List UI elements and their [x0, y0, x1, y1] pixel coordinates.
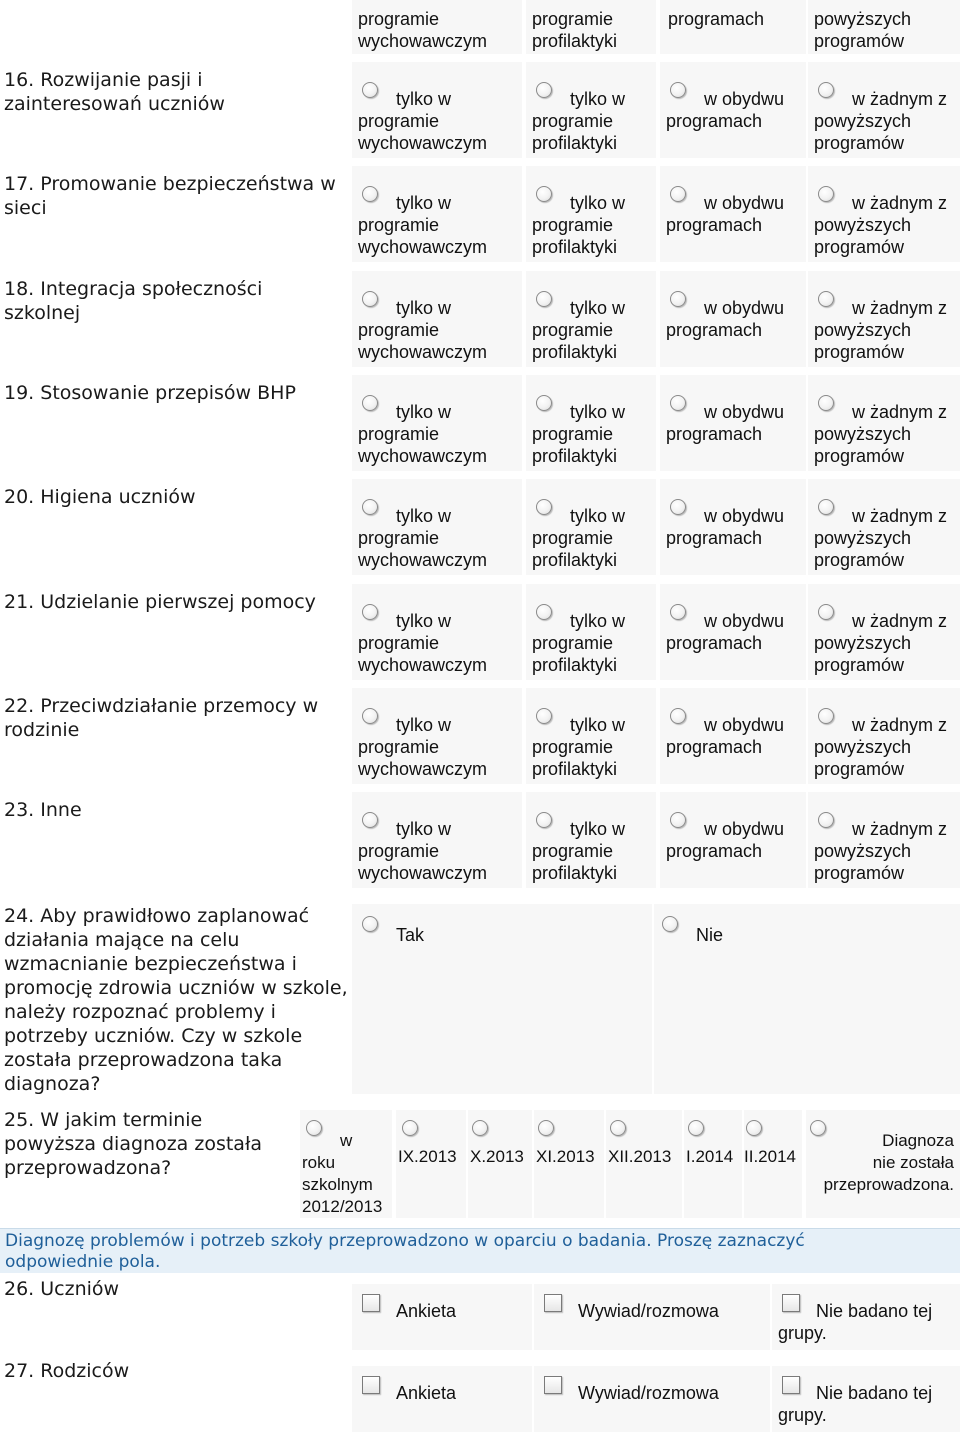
option-label: tylko w programie wychowawczym	[358, 715, 488, 779]
q25-option[interactable]	[606, 1110, 682, 1218]
option-label: Wywiad/rozmowa	[578, 1301, 719, 1321]
option-both[interactable]	[660, 271, 806, 367]
question-label: 18. Integracja społeczności szkolnej	[4, 278, 263, 324]
option-none[interactable]	[808, 792, 960, 888]
option-label: Tak	[396, 925, 425, 945]
question-label: 23. Inne	[4, 799, 82, 821]
option-profilaktyki[interactable]	[526, 375, 656, 471]
option-none[interactable]	[808, 375, 960, 471]
radio-button[interactable]	[610, 1120, 626, 1136]
option-label: tylko w programie profilaktyki	[532, 819, 626, 883]
option-wychowawczy[interactable]	[352, 62, 522, 158]
option-label: XI.2013	[536, 1147, 595, 1166]
option-label: Nie	[696, 925, 724, 945]
option-label: Ankieta	[396, 1301, 457, 1321]
option-label: powyższych programów	[814, 9, 912, 51]
q25-option[interactable]	[534, 1110, 604, 1218]
q25-option[interactable]	[396, 1110, 466, 1218]
radio-button[interactable]	[362, 916, 378, 932]
question-label: 20. Higiena uczniów	[4, 486, 196, 508]
option-label: tylko w programie profilaktyki	[532, 506, 626, 570]
option-both[interactable]	[660, 375, 806, 471]
option-profilaktyki[interactable]	[526, 584, 656, 680]
question-25-label: 25. W jakim terminie powyższa diagnoza została przeprowadzona?	[4, 1109, 262, 1179]
option-label: II.2014	[744, 1147, 796, 1166]
option-none[interactable]	[808, 479, 960, 575]
option-profilaktyki[interactable]	[526, 166, 656, 262]
radio-button[interactable]	[688, 1120, 704, 1136]
option-wychowawczy[interactable]	[352, 792, 522, 888]
option-none[interactable]	[808, 584, 960, 680]
option-wychowawczy[interactable]	[352, 688, 522, 784]
q25-option[interactable]	[744, 1110, 802, 1218]
q26-option[interactable]	[772, 1284, 960, 1350]
option-label: tylko w programie profilaktyki	[532, 193, 626, 257]
option-label: IX.2013	[398, 1147, 457, 1166]
option-none[interactable]	[808, 271, 960, 367]
option-label: Nie badano tej grupy.	[778, 1301, 933, 1343]
option-label: programach	[668, 9, 765, 29]
option-label: w obydwu programach	[666, 506, 785, 548]
question-label: 19. Stosowanie przepisów BHP	[4, 382, 296, 404]
option-label: w obydwu programach	[666, 402, 785, 444]
option-label: Nie badano tej grupy.	[778, 1383, 933, 1425]
question-label: 22. Przeciwdziałanie przemocy w rodzinie	[4, 695, 319, 741]
option-cell-none	[808, 0, 960, 54]
radio-button[interactable]	[662, 916, 678, 932]
option-label: w obydwu programach	[666, 89, 785, 131]
option-label: tylko w programie profilaktyki	[532, 298, 626, 362]
option-label: tylko w programie wychowawczym	[358, 506, 488, 570]
question-label: 17. Promowanie bezpieczeństwa w sieci	[4, 173, 336, 219]
option-label: I.2014	[686, 1147, 734, 1166]
option-label: Diagnoza nie została przeprowadzona.	[823, 1131, 954, 1194]
option-wychowawczy[interactable]	[352, 166, 522, 262]
question-24-label: 24. Aby prawidłowo zaplanować działania mające na celu wzmacnianie bezpieczeństwa i promocję zdrowia uczniów w szkole, należy rozpoznać problemy i potrzeby uczniów. Czy w szkole została przeprowadzona taka diagnoza?	[4, 905, 348, 1095]
option-label: w obydwu programach	[666, 298, 785, 340]
question-label: 21. Udzielanie pierwszej pomocy	[4, 591, 316, 613]
option-label: w żadnym z powyższych programów	[814, 506, 948, 570]
question-26-label: 26. Uczniów	[4, 1278, 120, 1300]
option-label: w obydwu programach	[666, 193, 785, 235]
q25-option[interactable]	[806, 1110, 960, 1218]
option-label: w obydwu programach	[666, 819, 785, 861]
option-label: w żadnym z powyższych programów	[814, 193, 948, 257]
option-label: tylko w programie profilaktyki	[532, 402, 626, 466]
option-both[interactable]	[660, 792, 806, 888]
option-profilaktyki[interactable]	[526, 479, 656, 575]
option-both[interactable]	[660, 479, 806, 575]
option-label: Wywiad/rozmowa	[578, 1383, 719, 1403]
q25-option[interactable]	[300, 1110, 392, 1218]
section-banner-text: Diagnozę problemów i potrzeb szkoły przeprowadzono w oparciu o badania. Proszę zaznaczyć odpowiednie pola.	[5, 1231, 805, 1272]
q25-option[interactable]	[684, 1110, 742, 1218]
option-label: w żadnym z powyższych programów	[814, 611, 948, 675]
option-label: tylko w programie wychowawczym	[358, 89, 488, 153]
radio-button[interactable]	[472, 1120, 488, 1136]
option-label: tylko w programie wychowawczym	[358, 402, 488, 466]
option-label: tylko w programie profilaktyki	[532, 611, 626, 675]
option-wychowawczy[interactable]	[352, 584, 522, 680]
option-label: w żadnym z powyższych programów	[814, 89, 948, 153]
q25-option[interactable]	[468, 1110, 532, 1218]
option-both[interactable]	[660, 584, 806, 680]
q26-option[interactable]	[534, 1284, 770, 1350]
option-label: tylko w programie wychowawczym	[358, 193, 488, 257]
option-label: X.2013	[470, 1147, 524, 1166]
q27-option[interactable]	[534, 1366, 770, 1432]
option-label: tylko w programie profilaktyki	[532, 89, 626, 153]
option-profilaktyki[interactable]	[526, 792, 656, 888]
option-label: w żadnym z powyższych programów	[814, 298, 948, 362]
section-banner	[0, 1228, 960, 1273]
option-none[interactable]	[808, 688, 960, 784]
option-none[interactable]	[808, 62, 960, 158]
option-label: tylko w programie wychowawczym	[358, 298, 488, 362]
option-label: tylko w programie wychowawczym	[358, 611, 488, 675]
question-27-label: 27. Rodziców	[4, 1360, 130, 1382]
option-profilaktyki[interactable]	[526, 688, 656, 784]
option-label: w żadnym z powyższych programów	[814, 715, 948, 779]
option-none[interactable]	[808, 166, 960, 262]
option-label: w roku szkolnym 2012/2013	[302, 1131, 383, 1216]
option-label: XII.2013	[608, 1147, 672, 1166]
q24-option-no[interactable]	[654, 904, 960, 1094]
radio-button[interactable]	[538, 1120, 554, 1136]
q27-option[interactable]	[352, 1366, 532, 1432]
option-label: w obydwu programach	[666, 611, 785, 653]
option-both[interactable]	[660, 62, 806, 158]
option-cell-both	[660, 0, 806, 54]
q26-option[interactable]	[352, 1284, 532, 1350]
option-cell-profilaktyki	[526, 0, 656, 54]
option-label: tylko w programie profilaktyki	[532, 715, 626, 779]
option-wychowawczy[interactable]	[352, 375, 522, 471]
question-label: 16. Rozwijanie pasji i zainteresowań uczniów	[4, 69, 225, 115]
option-profilaktyki[interactable]	[526, 271, 656, 367]
q27-option[interactable]	[772, 1366, 960, 1432]
option-both[interactable]	[660, 688, 806, 784]
q24-option-yes[interactable]	[352, 904, 652, 1094]
option-label: tylko w programie wychowawczym	[358, 819, 488, 883]
option-wychowawczy[interactable]	[352, 479, 522, 575]
option-wychowawczy[interactable]	[352, 271, 522, 367]
option-label: w żadnym z powyższych programów	[814, 819, 948, 883]
option-label: w obydwu programach	[666, 715, 785, 757]
option-label: w żadnym z powyższych programów	[814, 402, 948, 466]
radio-button[interactable]	[746, 1120, 762, 1136]
option-label: Ankieta	[396, 1383, 457, 1403]
option-label: programie wychowawczym	[358, 9, 488, 51]
radio-button[interactable]	[402, 1120, 418, 1136]
option-both[interactable]	[660, 166, 806, 262]
option-cell-wychowawczy	[352, 0, 522, 54]
option-label: programie profilaktyki	[532, 9, 618, 51]
option-profilaktyki[interactable]	[526, 62, 656, 158]
